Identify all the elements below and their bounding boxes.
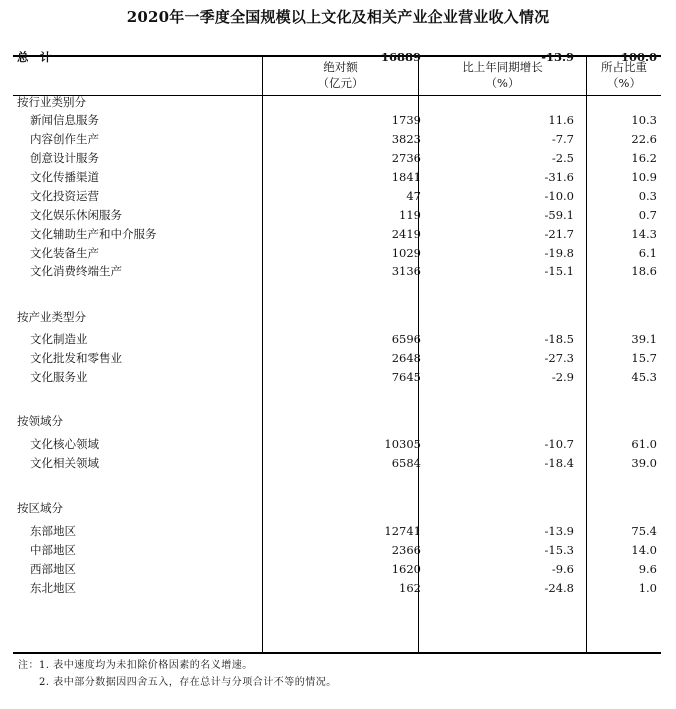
cell-share: 6.1	[638, 246, 657, 260]
header-divider	[13, 95, 661, 96]
row-label: 内容创作生产	[30, 132, 99, 146]
row-label: 文化消费终端生产	[30, 264, 122, 278]
row-label: 文化相关领域	[30, 456, 99, 470]
cell-share: 45.3	[631, 370, 657, 384]
row-label: 文化制造业	[30, 332, 88, 346]
section-heading: 按产业类型分	[17, 310, 86, 324]
cell-value: 3136	[391, 264, 421, 278]
cell-value: 16889	[380, 50, 421, 64]
bottom-border	[13, 652, 661, 654]
section-heading: 按行业类别分	[17, 95, 86, 109]
row-label: 新闻信息服务	[30, 113, 99, 127]
cell-growth: -15.1	[544, 264, 574, 278]
cell-growth: -27.3	[544, 351, 574, 365]
cell-value: 10305	[384, 437, 421, 451]
header-share-label: 所占比重	[601, 60, 647, 74]
cell-growth: -2.5	[551, 151, 574, 165]
cell-value: 7645	[391, 370, 421, 384]
cell-share: 16.2	[631, 151, 657, 165]
cell-growth: -15.3	[544, 543, 574, 557]
cell-share: 10.3	[631, 113, 657, 127]
cell-share: 0.7	[638, 208, 657, 222]
cell-value: 162	[399, 581, 421, 595]
revenue-table	[13, 50, 661, 654]
header-absolute-value-label: 绝对额	[323, 60, 358, 74]
cell-share: 9.6	[638, 562, 657, 576]
row-label: 西部地区	[30, 562, 76, 576]
row-label: 创意设计服务	[30, 151, 99, 165]
row-label: 中部地区	[30, 543, 76, 557]
cell-growth: -18.4	[544, 456, 574, 470]
header-absolute-value-unit: （亿元）	[317, 76, 364, 90]
cell-share: 14.3	[631, 227, 657, 241]
row-label: 文化批发和零售业	[30, 351, 122, 365]
cell-growth: -24.8	[544, 581, 574, 595]
cell-share: 100.0	[620, 50, 657, 64]
section-heading: 按领域分	[17, 414, 63, 428]
cell-share: 61.0	[631, 437, 657, 451]
table-title: 2020年一季度全国规模以上文化及相关产业企业营业收入情况	[126, 8, 550, 26]
cell-share: 75.4	[631, 524, 657, 538]
cell-value: 6596	[391, 332, 421, 346]
row-label: 文化娱乐休闲服务	[30, 208, 122, 222]
header-share-unit: （%）	[607, 76, 641, 90]
cell-value: 119	[399, 208, 421, 222]
cell-growth: -18.5	[544, 332, 574, 346]
cell-share: 0.3	[638, 189, 657, 203]
row-label: 文化投资运营	[30, 189, 99, 203]
cell-growth: -7.7	[551, 132, 574, 146]
cell-value: 2366	[391, 543, 421, 557]
footnotes	[18, 657, 337, 691]
column-divider	[262, 55, 263, 654]
cell-value: 2648	[391, 351, 421, 365]
cell-value: 3823	[391, 132, 421, 146]
cell-growth: -10.0	[544, 189, 574, 203]
cell-growth: -59.1	[544, 208, 574, 222]
cell-value: 1841	[391, 170, 421, 184]
row-label: 文化服务业	[30, 370, 88, 384]
cell-share: 22.6	[631, 132, 657, 146]
row-label: 文化传播渠道	[30, 170, 99, 184]
cell-value: 1029	[391, 246, 421, 260]
cell-share: 39.0	[631, 456, 657, 470]
cell-growth: -13.9	[544, 524, 574, 538]
header-yoy-growth-label: 比上年同期增长	[462, 60, 543, 74]
cell-value: 6584	[391, 456, 421, 470]
cell-value: 1620	[391, 562, 421, 576]
cell-share: 39.1	[631, 332, 657, 346]
header-yoy-growth-unit: （%）	[485, 76, 520, 90]
column-divider	[586, 55, 587, 654]
cell-growth: -10.7	[544, 437, 574, 451]
footnote: 注：1. 表中速度均为未扣除价格因素的名义增速。	[18, 660, 253, 671]
cell-growth: -13.9	[541, 50, 574, 64]
cell-growth: -31.6	[544, 170, 574, 184]
cell-share: 15.7	[631, 351, 657, 365]
row-label: 东部地区	[30, 524, 76, 538]
footnote: 2. 表中部分数据因四舍五入，存在总计与分项合计不等的情况。	[18, 677, 337, 688]
cell-growth: -2.9	[551, 370, 574, 384]
row-label: 总 计	[17, 50, 52, 64]
row-label: 文化装备生产	[30, 246, 99, 260]
cell-value: 2736	[391, 151, 421, 165]
cell-growth: -9.6	[551, 562, 574, 576]
cell-share: 1.0	[638, 581, 657, 595]
cell-share: 14.0	[631, 543, 657, 557]
section-heading: 按区域分	[17, 501, 63, 515]
cell-value: 47	[406, 189, 421, 203]
row-label: 东北地区	[30, 581, 76, 595]
cell-growth: -21.7	[544, 227, 574, 241]
row-label: 文化核心领域	[30, 437, 99, 451]
cell-share: 10.9	[631, 170, 657, 184]
cell-value: 1739	[391, 113, 421, 127]
cell-share: 18.6	[631, 264, 657, 278]
cell-growth: 11.6	[548, 113, 574, 127]
row-label: 文化辅助生产和中介服务	[30, 227, 157, 241]
cell-value: 2419	[391, 227, 421, 241]
cell-value: 12741	[384, 524, 421, 538]
cell-growth: -19.8	[544, 246, 574, 260]
